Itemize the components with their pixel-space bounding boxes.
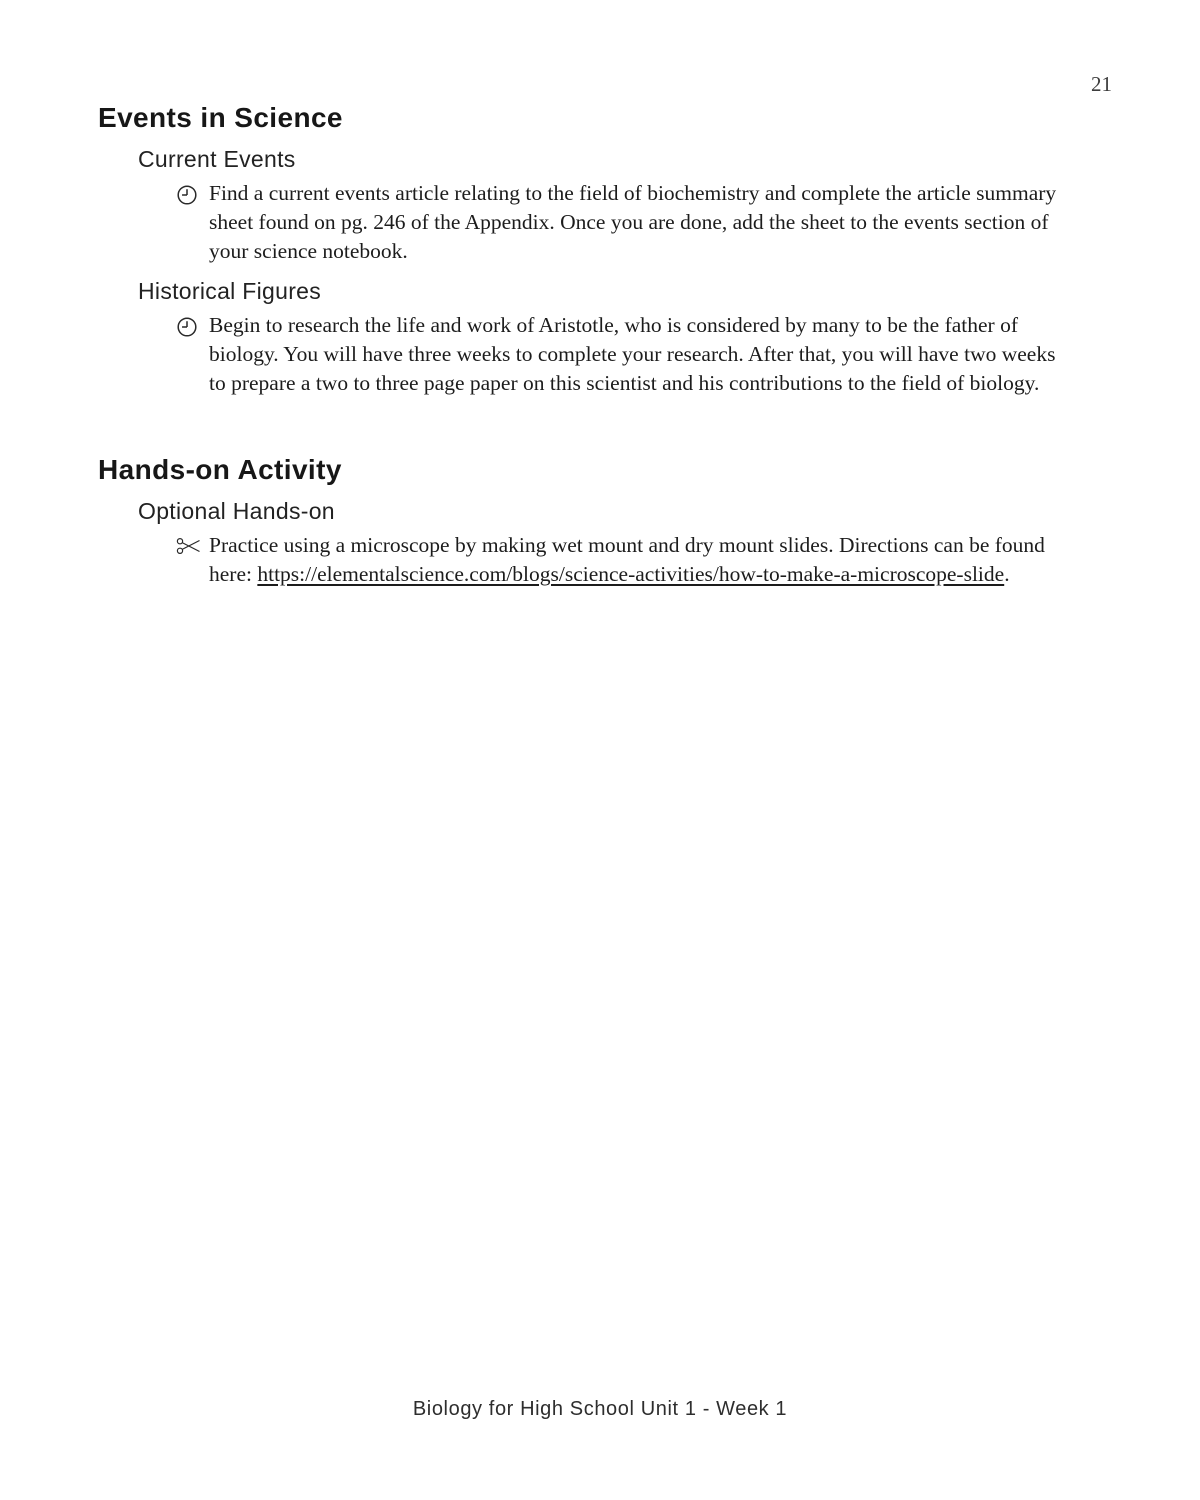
scissors-icon [176, 536, 200, 556]
task-text: Begin to research the life and work of Aristotle, who is considered by many to be the father of biology. You will have three weeks to complete your research. After that, you will have two weeks to prepare a two to three page paper on this scientist and his contributions to the field of biology. [209, 313, 1056, 395]
task-item [176, 311, 1076, 398]
subsection-heading-current-events: Current Events [138, 146, 296, 172]
clock-icon [176, 316, 200, 338]
clock-icon [176, 184, 200, 206]
subsection-heading-optional-hands-on: Optional Hands-on [138, 498, 335, 524]
task-text-after-link: . [1004, 562, 1010, 586]
section-title-events-in-science: Events in Science [98, 102, 343, 133]
task-text-before-link: Practice using a microscope by making wet mount and dry mount slides. Directions can be found here: [209, 533, 1045, 586]
task-item [176, 179, 1076, 266]
page-footer: Biology for High School Unit 1 - Week 1 [412, 1398, 788, 1420]
subsection-heading-historical-figures: Historical Figures [138, 278, 322, 304]
task-text: Find a current events article relating to the field of biochemistry and complete the article summary sheet found on pg. 246 of the Appendix. Once you are done, add the sheet to the events section of your science notebook. [209, 181, 1057, 263]
page-number: 21 [1091, 72, 1112, 96]
microscope-slide-link[interactable]: https://elementalscience.com/blogs/science-activities/how-to-make-a-microscope-slide [257, 562, 1005, 586]
section-title-hands-on-activity: Hands-on Activity [98, 454, 342, 485]
task-text [209, 531, 1067, 589]
task-item [176, 531, 1076, 589]
